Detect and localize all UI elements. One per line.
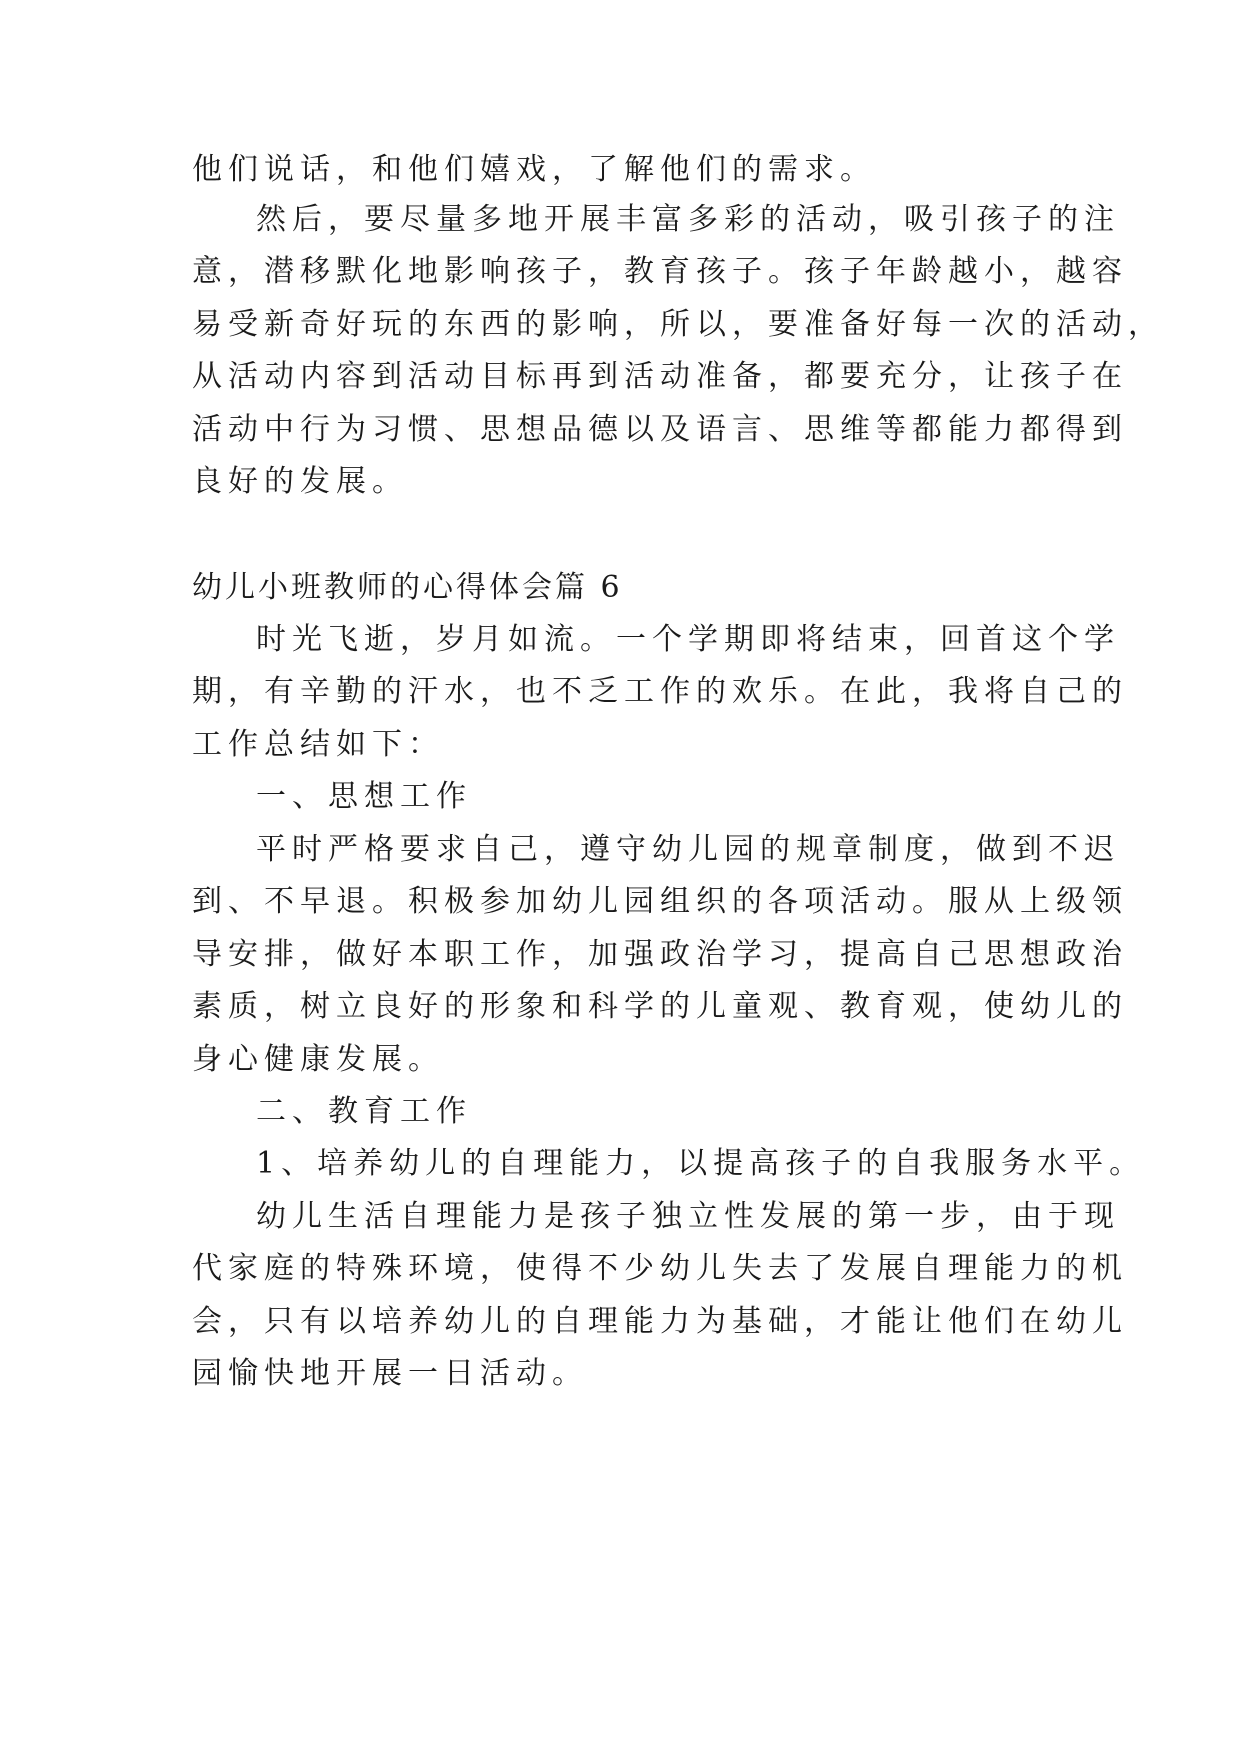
paragraph-line: 易受新奇好玩的东西的影响，所以，要准备好每一次的活动， [192,307,1164,342]
list-item: 1、培养幼儿的自理能力，以提高孩子的自我服务水平。 [256,1146,1146,1181]
paragraph-line: 到、不早退。积极参加幼儿园组织的各项活动。服从上级领 [192,884,1128,919]
paragraph-line: 工作总结如下： [192,727,444,762]
paragraph-line: 身心健康发展。 [192,1042,444,1077]
paragraph-line: 然后，要尽量多地开展丰富多彩的活动，吸引孩子的注 [256,202,1120,237]
section-title: 幼儿小班教师的心得体会篇 6 [192,570,623,605]
paragraph-line: 活动中行为习惯、思想品德以及语言、思维等都能力都得到 [192,412,1128,447]
subheading: 一、思想工作 [256,779,472,814]
paragraph-line: 良好的发展。 [192,464,408,499]
paragraph-line: 期，有辛勤的汗水，也不乏工作的欢乐。在此，我将自己的 [192,674,1128,709]
subheading: 二、教育工作 [256,1094,472,1129]
paragraph-line: 平时严格要求自己，遵守幼儿园的规章制度，做到不迟 [256,832,1120,867]
paragraph-line: 时光飞逝，岁月如流。一个学期即将结束，回首这个学 [256,622,1120,657]
paragraph-line: 他们说话，和他们嬉戏，了解他们的需求。 [192,152,876,187]
paragraph-line: 幼儿生活自理能力是孩子独立性发展的第一步，由于现 [256,1199,1120,1234]
paragraph-line: 意，潜移默化地影响孩子，教育孩子。孩子年龄越小，越容 [192,254,1128,289]
paragraph-line: 素质，树立良好的形象和科学的儿童观、教育观，使幼儿的 [192,989,1128,1024]
paragraph-line: 园愉快地开展一日活动。 [192,1356,588,1391]
paragraph-line: 会，只有以培养幼儿的自理能力为基础，才能让他们在幼儿 [192,1304,1128,1339]
paragraph-line: 代家庭的特殊环境，使得不少幼儿失去了发展自理能力的机 [192,1251,1128,1286]
paragraph-line: 从活动内容到活动目标再到活动准备，都要充分，让孩子在 [192,359,1128,394]
paragraph-line: 导安排，做好本职工作，加强政治学习，提高自己思想政治 [192,937,1128,972]
